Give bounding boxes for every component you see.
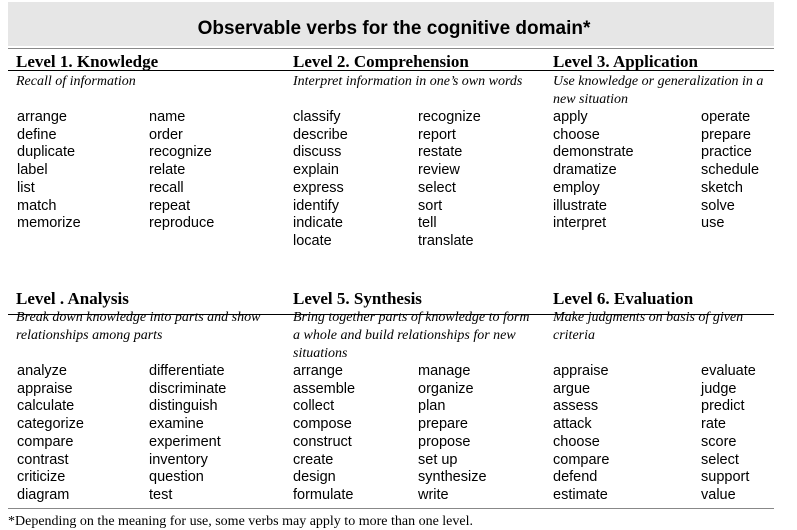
verb: collect [293, 398, 335, 415]
verb: prepare [701, 126, 751, 143]
verb: recall [149, 179, 184, 196]
verb: judge [701, 380, 737, 397]
verb: match [17, 197, 57, 214]
level-2-verbs-col2 [418, 109, 481, 251]
level-5-verbs-col2 [418, 363, 487, 505]
level-6-verbs-col1 [553, 363, 609, 505]
level-1-verbs-col1 [17, 109, 81, 233]
verb: list [17, 179, 35, 196]
verb: assemble [293, 380, 356, 397]
verb: criticize [17, 469, 66, 486]
verb: diagram [17, 486, 70, 503]
level-4-verbs-col1 [17, 363, 84, 505]
verb: classify [293, 109, 341, 125]
level-heading: Level . Analysis [16, 289, 129, 308]
verb: categorize [17, 416, 84, 433]
verb: appraise [553, 363, 609, 379]
verb: rate [701, 416, 726, 433]
verb: compare [553, 451, 610, 468]
verb: test [149, 486, 173, 503]
level-6-verbs-col2 [701, 363, 756, 505]
level-heading: Level 2. Comprehension [293, 52, 469, 71]
verb: order [149, 126, 183, 143]
verb: choose [553, 126, 600, 143]
verb: compose [293, 416, 352, 433]
verb: compare [17, 433, 74, 450]
verb: dramatize [553, 162, 617, 179]
verb: apply [553, 109, 588, 125]
verb: contrast [17, 451, 69, 468]
verb: examine [149, 416, 204, 433]
verbs-table [8, 48, 774, 509]
verb: schedule [701, 162, 760, 179]
verb: define [17, 126, 57, 143]
level-description: Interpret information in one’s own words [293, 74, 523, 89]
level-description: Break down knowledge into parts and show relationships among parts [16, 310, 261, 343]
verb: propose [418, 433, 471, 450]
verb: label [17, 162, 48, 179]
verb: recognize [418, 109, 481, 125]
level-3-application [553, 52, 778, 109]
verb: choose [553, 433, 600, 450]
verb: prepare [418, 416, 468, 433]
verb: assess [553, 398, 599, 415]
level-heading: Level 3. Application [553, 52, 698, 71]
level-2-comprehension [293, 52, 538, 91]
verb: select [701, 451, 739, 468]
verb: use [701, 215, 725, 232]
verb: reproduce [149, 215, 215, 232]
verb: indicate [293, 215, 343, 232]
level-description: Bring together parts of knowledge to form a whole and build relationships for new situations [293, 310, 530, 361]
verb: locate [293, 232, 332, 249]
verb: appraise [17, 380, 73, 397]
verb: report [418, 126, 456, 143]
footnote: *Depending on the meaning for use, some verbs may apply to more than one level. [8, 514, 473, 529]
level-1-knowledge [16, 52, 278, 91]
verb: predict [701, 398, 745, 415]
verb: calculate [17, 398, 75, 415]
level-5-verbs-col1 [293, 363, 355, 505]
level-description: Recall of information [16, 74, 136, 89]
level-6-evaluation [553, 289, 778, 345]
level-4-verbs-col2 [149, 363, 226, 505]
verb: express [293, 179, 344, 196]
verb: review [418, 162, 460, 179]
verb: create [293, 451, 334, 468]
verb: score [701, 433, 737, 450]
verb: relate [149, 162, 186, 179]
verb: demonstrate [553, 144, 634, 161]
verb: interpret [553, 215, 607, 232]
verb: set up [418, 451, 458, 468]
verb: organize [418, 380, 474, 397]
verb: translate [418, 232, 474, 249]
verb: defend [553, 469, 598, 486]
verb: formulate [293, 486, 354, 503]
verb: describe [293, 126, 348, 143]
verb: restate [418, 144, 463, 161]
verb: tell [418, 215, 437, 232]
verb: experiment [149, 433, 221, 450]
verb: sketch [701, 179, 743, 196]
verb: argue [553, 380, 591, 397]
verb: practice [701, 144, 752, 161]
verb: distinguish [149, 398, 218, 415]
level-description: Make judgments on basis of given criteria [553, 310, 744, 343]
verb: evaluate [701, 363, 756, 379]
verb: repeat [149, 197, 191, 214]
level-2-verbs-col1 [293, 109, 348, 251]
verb: differentiate [149, 363, 225, 379]
verb: question [149, 469, 204, 486]
verb: identify [293, 197, 339, 214]
level-heading: Level 1. Knowledge [16, 52, 159, 71]
level-heading: Level 6. Evaluation [553, 289, 694, 308]
level-3-verbs-col1 [553, 109, 634, 233]
verb: estimate [553, 486, 608, 503]
verb: name [149, 109, 186, 125]
verb: select [418, 179, 456, 196]
verb: synthesize [418, 469, 487, 486]
verb: employ [553, 179, 600, 196]
verb: explain [293, 162, 339, 179]
verb: solve [701, 197, 735, 214]
verb: inventory [149, 451, 208, 468]
level-3-verbs-col2 [701, 109, 759, 233]
verb: support [701, 469, 750, 486]
verb: discuss [293, 144, 342, 161]
verb: value [701, 486, 736, 503]
verb: operate [701, 109, 751, 125]
level-4-analysis [16, 289, 278, 345]
verb: duplicate [17, 144, 76, 161]
verb: sort [418, 197, 443, 214]
level-heading: Level 5. Synthesis [293, 289, 422, 308]
verb: arrange [17, 109, 67, 125]
verb: attack [553, 416, 592, 433]
verb: illustrate [553, 197, 607, 214]
page-title: Observable verbs for the cognitive domain* [197, 18, 591, 39]
verb: manage [418, 363, 471, 379]
verb: write [418, 486, 449, 503]
verb: discriminate [149, 380, 227, 397]
level-description: Use knowledge or generalization in a new situation [553, 74, 764, 107]
verb: memorize [17, 215, 81, 232]
verb: analyze [17, 363, 67, 379]
verb: plan [418, 398, 446, 415]
level-5-synthesis [293, 289, 538, 363]
verb: arrange [293, 363, 343, 379]
level-1-verbs-col2 [149, 109, 214, 233]
verb: recognize [149, 144, 212, 161]
verb: design [293, 469, 336, 486]
verb: construct [293, 433, 352, 450]
